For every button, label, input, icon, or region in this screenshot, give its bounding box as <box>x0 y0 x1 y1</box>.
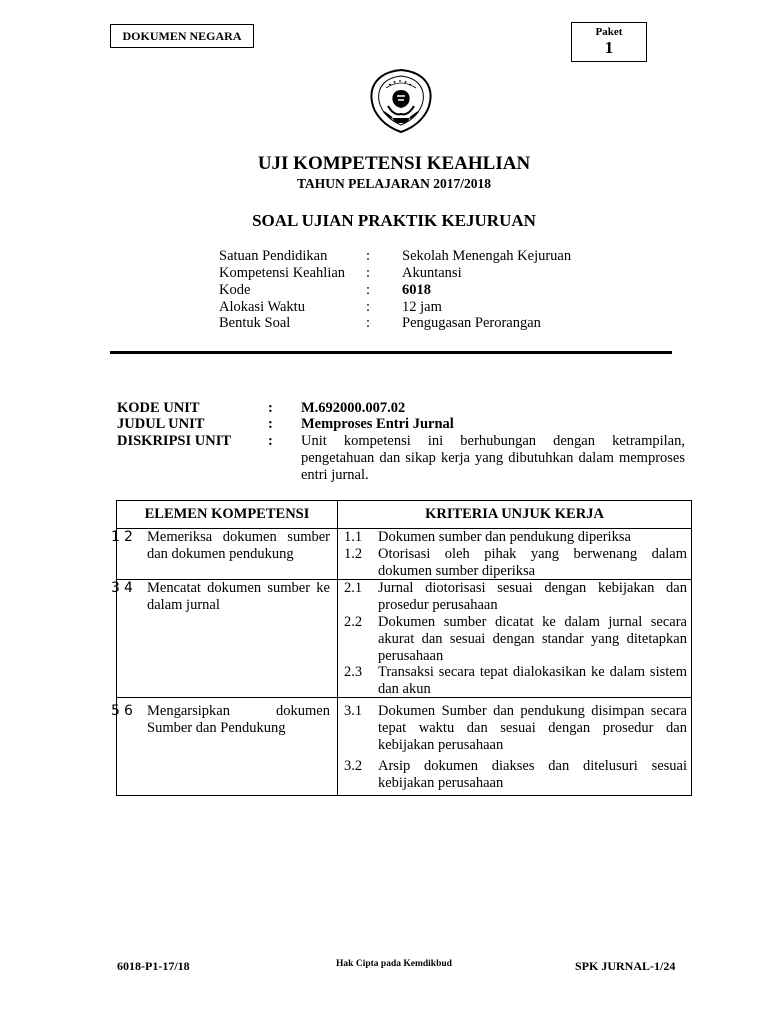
criteria-number: 3.1 <box>344 703 363 719</box>
info-label: Kompetensi Keahlian <box>219 265 346 281</box>
info-separator: : <box>366 265 371 281</box>
element-text: Memeriksa dokumen sumber dan dokumen pendukung <box>147 529 330 562</box>
unit-title-value: Memproses Entri Jurnal <box>301 416 454 432</box>
footer-copyright: Hak Cipta pada Kemdikbud <box>336 959 452 969</box>
column-header-criteria: KRITERIA UNJUK KERJA <box>425 506 604 522</box>
criteria-text: Dokumen Sumber dan pendukung disimpan secara tepat waktu dan sesuai dengan prosedur dan kebijakan perusahaan <box>378 703 687 753</box>
criteria-number: 3.2 <box>344 758 363 774</box>
info-separator: : <box>366 299 371 315</box>
criteria-number: 1.2 <box>344 546 363 562</box>
unit-separator: : <box>268 400 273 416</box>
criteria-text: Arsip dokumen diakses dan ditelusuri sesuai kebijakan perusahaan <box>378 758 687 791</box>
criteria-text: Otorisasi oleh pihak yang berwenang dalam dokumen sumber diperiksa <box>378 546 687 579</box>
criteria-text: Transaksi secara tepat dialokasikan ke dalam sistem dan akun <box>378 664 687 697</box>
competency-table <box>111 500 692 796</box>
academic-year: TAHUN PELAJARAN 2017/2018 <box>296 176 491 191</box>
unit-title-label: JUDUL UNIT <box>117 416 205 432</box>
criteria-number: 2.2 <box>344 614 363 630</box>
element-text: Mengarsipkan dokumen Sumber dan Pendukung <box>147 703 330 736</box>
paket-number: 1 <box>604 38 614 57</box>
criteria-number: 1.1 <box>344 529 363 545</box>
unit-separator: : <box>268 416 273 432</box>
info-value: Pengugasan Perorangan <box>402 315 541 331</box>
element-number: 6 <box>124 703 133 719</box>
footer-document-code: 6018-P1-17/18 <box>117 959 190 973</box>
exam-subtitle: SOAL UJIAN PRAKTIK KEJURUAN <box>252 211 536 230</box>
criteria-text: Dokumen sumber dan pendukung diperiksa <box>378 529 631 545</box>
document-classification-label: DOKUMEN NEGARA <box>110 24 254 48</box>
element-outer-number: 5 <box>111 703 120 719</box>
column-header-element: ELEMEN KOMPETENSI <box>144 506 310 522</box>
paket-label: Paket <box>595 26 623 38</box>
element-outer-number: 3 <box>111 580 120 596</box>
info-label: Bentuk Soal <box>219 315 291 331</box>
info-value: 12 jam <box>402 299 442 315</box>
tut-wuri-handayani-logo <box>366 68 436 134</box>
unit-separator: : <box>268 433 273 449</box>
element-outer-number: 1 <box>111 529 120 545</box>
info-label: Alokasi Waktu <box>219 299 305 315</box>
info-separator: : <box>366 282 371 298</box>
unit-code-value: M.692000.007.02 <box>301 400 406 416</box>
element-text: Mencatat dokumen sumber ke dalam jurnal <box>147 580 330 613</box>
unit-code-label: KODE UNIT <box>117 400 200 416</box>
info-separator: : <box>366 248 371 264</box>
table-column-divider <box>337 501 338 795</box>
info-label: Satuan Pendidikan <box>219 248 328 264</box>
criteria-number: 2.3 <box>344 664 363 680</box>
criteria-text: Jurnal diotorisasi sesuai dengan kebijakan dan prosedur perusahaan <box>378 580 687 613</box>
criteria-text: Dokumen sumber dicatat ke dalam jurnal secara akurat dan sesuai dengan standar yang ditetapkan perusahaan <box>378 614 687 664</box>
footer-page-number: SPK JURNAL-1/24 <box>575 959 676 973</box>
divider-rule <box>110 351 672 354</box>
exam-title: UJI KOMPETENSI KEAHLIAN <box>257 153 531 174</box>
info-separator: : <box>366 315 371 331</box>
info-value: Akuntansi <box>402 265 462 281</box>
unit-description-value: Unit kompetensi ini berhubungan dengan ketrampilan, pengetahuan dan sikap kerja yang dibutuhkan dalam memproses entri jurnal. <box>301 433 685 483</box>
info-value: Sekolah Menengah Kejuruan <box>402 248 572 264</box>
element-number: 4 <box>124 580 133 596</box>
criteria-number: 2.1 <box>344 580 363 596</box>
info-label: Kode <box>219 282 251 298</box>
info-value: 6018 <box>402 282 431 298</box>
paket-box <box>571 22 647 62</box>
element-number: 2 <box>124 529 133 545</box>
unit-description-label: DISKRIPSI UNIT <box>117 433 232 449</box>
